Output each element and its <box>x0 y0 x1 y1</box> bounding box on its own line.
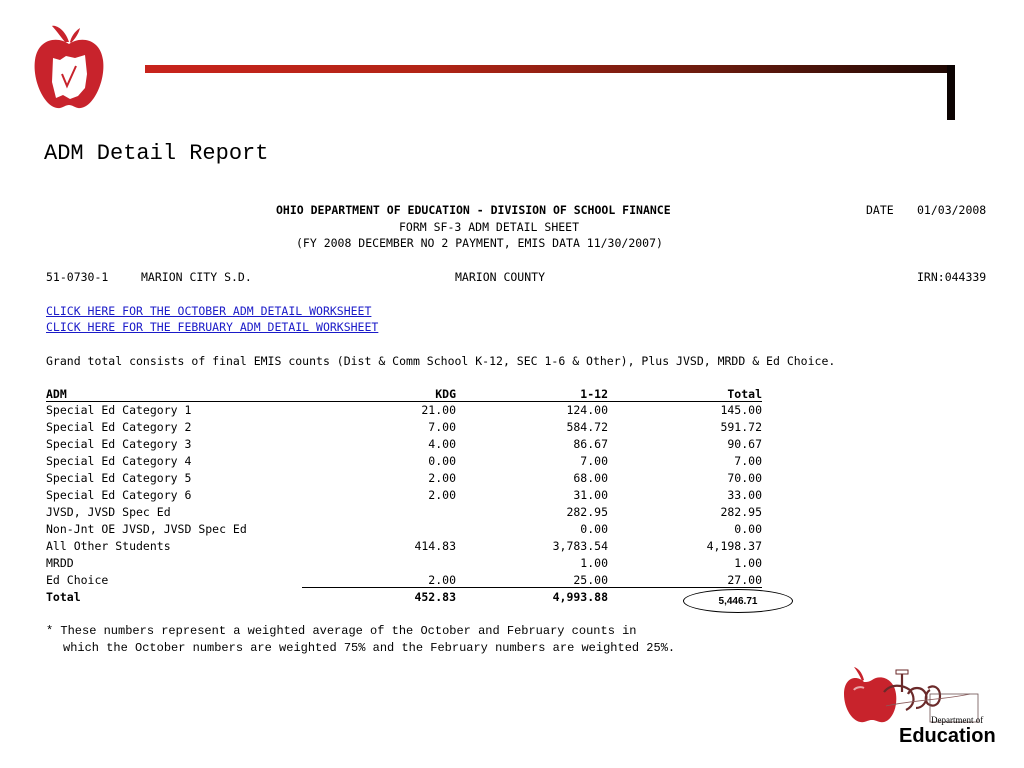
header-total: Total <box>727 387 762 401</box>
row-kdg: 21.00 <box>421 403 456 417</box>
header-adm: ADM <box>46 387 67 401</box>
apple-icon <box>844 667 896 722</box>
report-period: (FY 2008 DECEMBER NO 2 PAYMENT, EMIS DATA 11/30/2007) <box>296 236 663 250</box>
row-kdg: 0.00 <box>428 454 456 468</box>
row-total: 282.95 <box>720 505 762 519</box>
row-label: Special Ed Category 2 <box>46 420 192 434</box>
row-total: 27.00 <box>727 573 762 587</box>
report-heading: OHIO DEPARTMENT OF EDUCATION - DIVISION OF SCHOOL FINANCE <box>276 203 671 217</box>
row-label: MRDD <box>46 556 74 570</box>
form-name: FORM SF-3 ADM DETAIL SHEET <box>399 220 580 234</box>
grand-total-oval: 5,446.71 <box>683 589 793 613</box>
row-label: JVSD, JVSD Spec Ed <box>46 505 171 519</box>
row-label: Ed Choice <box>46 573 109 587</box>
row-grades: 7.00 <box>580 454 608 468</box>
logo-dept-line2: Education <box>899 725 996 747</box>
row-total: 145.00 <box>720 403 762 417</box>
total-rule <box>302 587 762 588</box>
header-rule <box>46 401 762 402</box>
row-grades: 25.00 <box>573 573 608 587</box>
row-grades: 124.00 <box>566 403 608 417</box>
slide-title: ADM Detail Report <box>44 141 269 166</box>
logo-dept-line1: Department of <box>931 715 984 725</box>
total-label: Total <box>46 590 81 604</box>
footnote-line-2: which the October numbers are weighted 75% and the February numbers are weighted 25%. <box>63 641 676 655</box>
date-value: 01/03/2008 <box>917 203 987 217</box>
grand-total-note: Grand total consists of final EMIS counts (Dist & Comm School K-12, SEC 1-6 & Other), Plus JVSD, MRDD & Ed Choice. <box>46 354 836 368</box>
row-kdg: 2.00 <box>428 488 456 502</box>
row-total: 4,198.37 <box>706 539 762 553</box>
row-total: 591.72 <box>720 420 762 434</box>
row-grades: 31.00 <box>573 488 608 502</box>
row-kdg: 4.00 <box>428 437 456 451</box>
row-grades: 86.67 <box>573 437 608 451</box>
row-grades: 584.72 <box>566 420 608 434</box>
row-kdg: 2.00 <box>428 573 456 587</box>
row-label: Special Ed Category 4 <box>46 454 192 468</box>
row-grades: 282.95 <box>566 505 608 519</box>
header-kdg: KDG <box>435 387 456 401</box>
county-name: MARION COUNTY <box>455 270 546 284</box>
row-total: 7.00 <box>734 454 762 468</box>
row-grades: 1.00 <box>580 556 608 570</box>
row-label: Special Ed Category 1 <box>46 403 192 417</box>
header-grades: 1-12 <box>580 387 608 401</box>
row-grades: 68.00 <box>573 471 608 485</box>
row-grades: 3,783.54 <box>552 539 608 553</box>
february-worksheet-link[interactable]: CLICK HERE FOR THE FEBRUARY ADM DETAIL WORKSHEET <box>46 320 379 334</box>
row-total: 33.00 <box>727 488 762 502</box>
district-name: MARION CITY S.D. <box>141 270 252 284</box>
row-label: Special Ed Category 5 <box>46 471 192 485</box>
total-grades: 4,993.88 <box>552 590 608 604</box>
row-kdg: 7.00 <box>428 420 456 434</box>
row-total: 70.00 <box>727 471 762 485</box>
row-total: 1.00 <box>734 556 762 570</box>
row-kdg: 2.00 <box>428 471 456 485</box>
ohio-dept-education-logo <box>842 664 1004 750</box>
row-label: Special Ed Category 3 <box>46 437 192 451</box>
row-label: Special Ed Category 6 <box>46 488 192 502</box>
district-code: 51-0730-1 <box>46 270 109 284</box>
october-worksheet-link[interactable]: CLICK HERE FOR THE OCTOBER ADM DETAIL WORKSHEET <box>46 304 372 318</box>
irn-number: IRN:044339 <box>917 270 987 284</box>
total-kdg: 452.83 <box>414 590 456 604</box>
footnote-line-1: * These numbers represent a weighted average of the October and February counts in <box>46 624 637 638</box>
row-kdg: 414.83 <box>414 539 456 553</box>
row-label: All Other Students <box>46 539 171 553</box>
row-grades: 0.00 <box>580 522 608 536</box>
row-label: Non-Jnt OE JVSD, JVSD Spec Ed <box>46 522 247 536</box>
row-total: 90.67 <box>727 437 762 451</box>
date-label: DATE <box>866 203 894 217</box>
row-total: 0.00 <box>734 522 762 536</box>
